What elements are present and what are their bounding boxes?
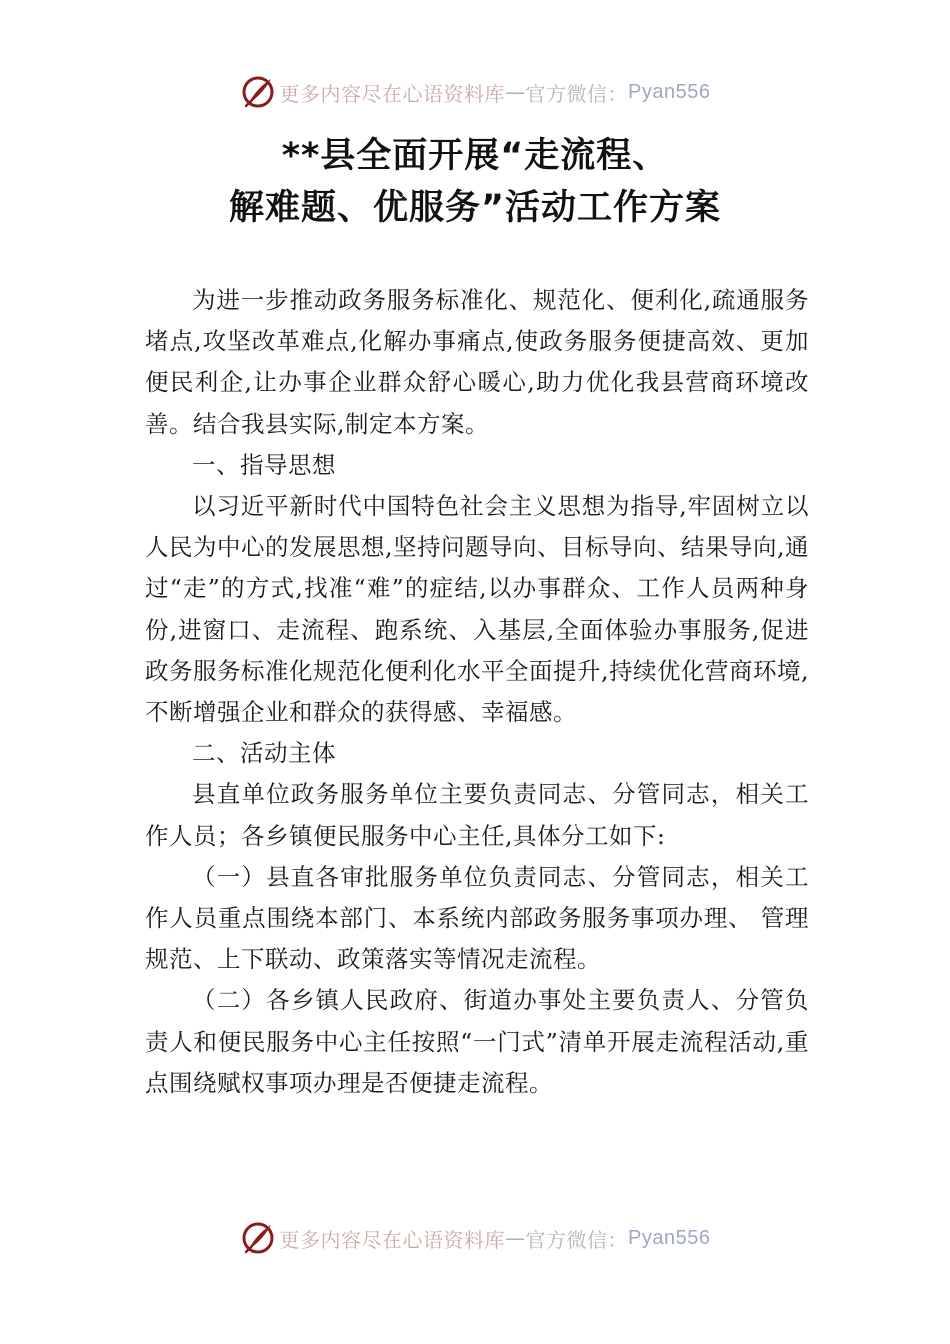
watermark-wechat-label: 官方微信： (525, 1227, 629, 1252)
document-body (145, 280, 809, 1104)
watermark-wechat-id: Pyan556 (628, 1226, 711, 1249)
paragraph-guiding-ideology: 以习近平新时代中国特色社会主义思想为指导,牢固树立以人民为中心的发展思想,坚持问题导向、目标导向、结果导向,通过“走”的方式,找准“难”的症结,以办事群众、工作人员两种身份,进窗口、走流程、跑系统、入基层,全面体验办事服务,促进政务服务标准化规范化便利化水平全面提升,持续优化营商环境,不断增强企业和群众的获得感、幸福感。 (145, 492, 809, 727)
paragraph-activity-subjects: 县直单位政务服务单位主要负责同志、分管同志，相关工作人员；各乡镇便民服务中心主任,具体分工如下: (145, 780, 809, 850)
paragraph-item-2: （二）各乡镇人民政府、街道办事处主要负责人、分管负责人和便民服务中心主任按照“一门式”清单开展走流程活动,重点围绕赋权事项办理是否便捷走流程。 (145, 986, 809, 1097)
section-heading-activity-subjects: 二、活动主体 (192, 739, 336, 768)
document-title-line-1: **县全面开展“走流程、 (281, 136, 669, 176)
watermark-separator: — (505, 1226, 526, 1250)
section-heading-guiding-ideology: 一、指导思想 (192, 450, 336, 479)
watermark-wechat-id: Pyan556 (628, 80, 711, 103)
quill-logo-icon (240, 1220, 276, 1256)
watermark-separator: — (505, 80, 526, 104)
watermark-brand-text: 更多内容尽在心语资料库 (279, 81, 506, 106)
watermark-brand-text: 更多内容尽在心语资料库 (279, 1227, 506, 1252)
watermark-header (0, 72, 950, 112)
paragraph-intro: 为进一步推动政务服务标准化、规范化、便利化,疏通服务堵点,攻坚改革难点,化解办事痛点,使政务服务便捷高效、更加便民利企,让办事企业群众舒心暖心,助力优化我县营商环境改善。结合我县实际,制定本方案。 (145, 286, 809, 438)
watermark-wechat-label: 官方微信： (525, 81, 629, 106)
quill-logo-icon (240, 74, 276, 110)
document-title-line-2: 解难题、优服务”活动工作方案 (228, 188, 721, 228)
watermark-footer (0, 1218, 950, 1258)
paragraph-item-1: （一）县直各审批服务单位负责同志、分管同志，相关工作人员重点围绕本部门、本系统内部政务服务事项办理、 管理规范、上下联动、政策落实等情况走流程。 (145, 862, 809, 974)
